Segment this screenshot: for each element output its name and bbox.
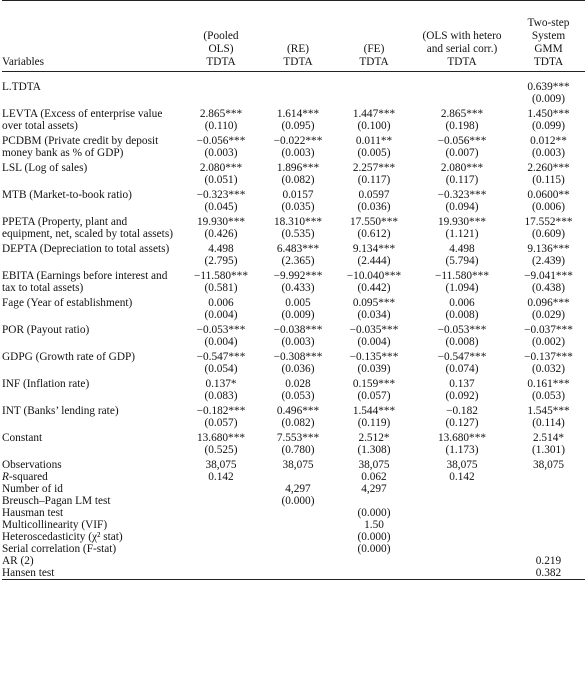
stat-label: AR (2) [2, 554, 34, 567]
se-cell: (0.117) [445, 173, 479, 186]
coef-row [2, 240, 585, 255]
coef-cell: −0.547*** [437, 350, 487, 363]
coef-cell: 0.0600** [527, 188, 570, 201]
coef-cell: 1.896*** [276, 161, 320, 174]
coef-cell: 6.483*** [276, 242, 320, 255]
stat-cell [512, 519, 585, 531]
stat-cell: (0.000) [357, 506, 391, 519]
stat-label: Hansen test [2, 566, 55, 579]
stat-label: Heteroscedasticity (χ² stat) [2, 530, 123, 543]
se-cell: (0.609) [532, 227, 565, 240]
coef-row [2, 267, 585, 282]
row-label: INF (Inflation rate) [2, 377, 90, 390]
se-cell: (0.433) [281, 281, 315, 294]
coef-cell: 1.545*** [527, 404, 570, 417]
se-cell: (0.127) [445, 416, 479, 429]
stat-cell [412, 483, 512, 495]
stat-label: Multicollinearity (VIF) [2, 518, 108, 531]
se-cell: (0.032) [532, 362, 565, 375]
se-cell [182, 93, 260, 105]
stat-cell [512, 483, 585, 495]
stat-cell: 4,297 [285, 482, 311, 495]
stat-cell [260, 543, 336, 555]
coef-cell: 0.137 [449, 377, 475, 390]
coef-cell: 17.550*** [349, 215, 398, 228]
row-label: DEPTA (Depreciation to total assets) [2, 242, 170, 255]
se-cell: (0.007) [445, 146, 479, 159]
se-cell: (0.612) [357, 227, 391, 240]
coef-cell: 1.614*** [276, 107, 320, 120]
se-cell: (0.009) [281, 308, 315, 321]
stat-cell [182, 519, 260, 531]
stat-cell: 0.382 [535, 566, 562, 579]
stat-cell: 0.219 [535, 554, 562, 567]
coef-cell [182, 78, 260, 93]
stat-cell [182, 483, 260, 495]
coef-row [2, 159, 585, 174]
se-cell: (0.117) [357, 173, 391, 186]
stat-cell [512, 543, 585, 555]
stat-cell [260, 567, 336, 580]
se-cell: (2.795) [204, 254, 238, 267]
se-cell: (0.115) [532, 173, 565, 186]
stat-label: Serial correlation (F-stat) [2, 542, 117, 555]
row-label: LSL (Log of sales) [2, 161, 88, 174]
stat-row [2, 531, 585, 543]
se-cell: (0.100) [357, 119, 391, 132]
coef-row [2, 78, 585, 93]
coef-cell: −0.022*** [273, 134, 323, 147]
coef-cell: −0.547*** [196, 350, 246, 363]
coef-cell: 0.137* [205, 377, 237, 390]
coef-cell: −9.041*** [524, 269, 573, 282]
coef-row [2, 213, 585, 228]
header-col-fe: (FE) TDTA [359, 43, 389, 68]
stat-row [2, 555, 585, 567]
coef-cell: −0.323*** [437, 188, 487, 201]
coef-cell: −0.053*** [196, 323, 246, 336]
stat-cell [412, 543, 512, 555]
coef-cell: −10.040*** [346, 269, 402, 282]
se-cell: (0.003) [281, 335, 315, 348]
coef-cell: 9.134*** [352, 242, 396, 255]
coef-cell: 2.865*** [440, 107, 484, 120]
se-cell: (1.301) [532, 443, 565, 456]
coef-cell: 13.680*** [196, 431, 245, 444]
se-cell: (0.426) [204, 227, 238, 240]
coef-cell: 2.865*** [199, 107, 243, 120]
se-cell: (1.121) [445, 227, 479, 240]
se-cell: (0.029) [532, 308, 565, 321]
header-col-gmm: Two-step System GMM TDTA [527, 17, 570, 68]
row-label: GDPG (Growth rate of GDP) [2, 350, 136, 363]
se-cell: (0.198) [445, 119, 479, 132]
coef-row [2, 186, 585, 201]
stat-cell [182, 495, 260, 507]
se-cell: (0.036) [357, 200, 391, 213]
header-variables: Variables [2, 56, 45, 68]
se-cell: (1.308) [357, 443, 391, 456]
stat-cell: 4,297 [361, 482, 387, 495]
coef-cell: 2.512* [358, 431, 390, 444]
stat-cell [512, 531, 585, 543]
row-label: MTB (Market-to-book ratio) [2, 188, 132, 201]
se-cell: (0.003) [204, 146, 238, 159]
coef-row [2, 429, 585, 444]
coef-cell: −0.035*** [349, 323, 399, 336]
stat-row [2, 507, 585, 519]
stat-cell [182, 507, 260, 519]
coef-cell: 9.136*** [527, 242, 570, 255]
coef-cell: 4.498 [208, 242, 234, 255]
stat-row [2, 519, 585, 531]
coef-row [2, 348, 585, 363]
coef-cell: 1.447*** [352, 107, 396, 120]
coef-row [2, 402, 585, 417]
stat-cell [182, 531, 260, 543]
se-cell: (0.095) [281, 119, 315, 132]
coef-cell: −0.056*** [437, 134, 487, 147]
stat-row [2, 456, 585, 471]
coef-row [2, 132, 585, 147]
se-cell: (0.525) [204, 443, 238, 456]
stat-cell [260, 555, 336, 567]
stat-cell: (0.000) [281, 494, 315, 507]
header-col-pooled-ols: (Pooled OLS) TDTA [203, 30, 239, 68]
coef-cell: 19.930*** [437, 215, 486, 228]
coef-cell: 18.310*** [273, 215, 322, 228]
coef-cell: 2.080*** [199, 161, 243, 174]
stat-label-italic: R [2, 470, 9, 483]
se-cell: (0.114) [532, 416, 565, 429]
stat-cell [336, 495, 412, 507]
row-label: POR (Payout ratio) [2, 323, 90, 336]
row-label: L.TDTA [2, 80, 41, 93]
stat-cell: 0.062 [361, 470, 387, 483]
coef-row [2, 294, 585, 309]
se-cell: (0.082) [281, 173, 315, 186]
stat-cell: 0.142 [208, 470, 234, 483]
row-label: LEVTA (Excess of enterprise value over total assets) [2, 107, 163, 132]
se-cell: (0.119) [357, 416, 391, 429]
se-cell: (0.002) [532, 335, 565, 348]
se-cell: (0.057) [357, 389, 391, 402]
coef-cell: 1.450*** [527, 107, 570, 120]
se-cell: (0.036) [281, 362, 315, 375]
coef-cell: −0.308*** [273, 350, 323, 363]
se-cell: (0.008) [445, 335, 479, 348]
coef-cell: 4.498 [449, 242, 475, 255]
coef-cell: −0.182*** [196, 404, 246, 417]
stat-cell: 38,075 [446, 458, 478, 471]
coef-cell: 0.496*** [276, 404, 320, 417]
se-cell: (0.535) [281, 227, 315, 240]
se-cell: (0.051) [204, 173, 238, 186]
stat-cell: (0.000) [357, 530, 391, 543]
stat-cell [512, 471, 585, 483]
se-cell: (0.099) [532, 119, 565, 132]
stat-label: Number of id [2, 482, 63, 495]
coef-row [2, 375, 585, 390]
stat-cell [412, 555, 512, 567]
coef-cell: 0.096*** [527, 296, 570, 309]
se-cell: (0.008) [445, 308, 479, 321]
coef-cell: 0.161*** [527, 377, 570, 390]
header-col-ols-hetero: (OLS with hetero and serial corr.) TDTA [422, 30, 502, 68]
stat-cell [182, 567, 260, 580]
stat-cell [412, 519, 512, 531]
se-cell: (0.780) [281, 443, 315, 456]
stat-cell: 38,075 [205, 458, 237, 471]
coef-cell: −11.580*** [435, 269, 489, 282]
stat-cell: (0.000) [357, 542, 391, 555]
se-cell: (1.173) [445, 443, 479, 456]
stat-cell: 38,075 [358, 458, 390, 471]
coef-cell: −0.323*** [196, 188, 246, 201]
stat-cell [260, 519, 336, 531]
coef-cell: 1.544*** [352, 404, 396, 417]
coef-cell [260, 78, 336, 93]
stat-label-rest: -squared [8, 470, 48, 483]
stat-cell [260, 471, 336, 483]
stat-row [2, 495, 585, 507]
se-cell: (0.082) [281, 416, 315, 429]
row-label: Constant [2, 431, 43, 444]
header-col-re: (RE) TDTA [283, 43, 313, 68]
se-cell: (0.074) [445, 362, 479, 375]
coef-cell: 0.095*** [352, 296, 396, 309]
stat-row [2, 543, 585, 555]
table-header [2, 1, 585, 72]
se-cell [336, 93, 412, 105]
coef-cell: −0.135*** [349, 350, 399, 363]
stat-row [2, 483, 585, 495]
coef-cell: 2.257*** [352, 161, 396, 174]
coef-cell: 0.0157 [282, 188, 314, 201]
row-label: PCDBM (Private credit by deposit money bank as % of GDP) [2, 134, 159, 159]
se-cell: (0.054) [204, 362, 238, 375]
se-cell: (0.035) [281, 200, 315, 213]
stat-cell [182, 543, 260, 555]
coef-cell: 0.159*** [352, 377, 396, 390]
coef-row [2, 105, 585, 120]
se-cell: (2.439) [532, 254, 565, 267]
coef-cell: 0.028 [285, 377, 311, 390]
stat-cell [512, 507, 585, 519]
coef-cell: −0.182 [446, 404, 478, 417]
coef-cell: 2.080*** [440, 161, 484, 174]
stat-cell [336, 555, 412, 567]
coef-cell [336, 78, 412, 93]
stat-cell [412, 567, 512, 580]
stat-cell: 1.50 [364, 518, 384, 531]
se-cell: (0.442) [357, 281, 391, 294]
se-cell: (0.004) [204, 308, 238, 321]
se-cell: (0.039) [357, 362, 391, 375]
coef-cell: −0.053*** [437, 323, 487, 336]
se-cell: (0.083) [204, 389, 238, 402]
stat-cell: 38,075 [282, 458, 314, 471]
se-cell [412, 93, 512, 105]
coef-cell: −0.037*** [524, 323, 573, 336]
stat-cell: 38,075 [532, 458, 565, 471]
se-cell: (5.794) [445, 254, 479, 267]
se-cell: (0.034) [357, 308, 391, 321]
se-cell: (1.094) [445, 281, 479, 294]
se-cell: (2.365) [281, 254, 315, 267]
coef-cell: 2.514* [532, 431, 565, 444]
stat-label: Breusch–Pagan LM test [2, 494, 111, 507]
stat-cell [182, 555, 260, 567]
stat-cell [512, 495, 585, 507]
se-cell: (0.045) [204, 200, 238, 213]
se-cell: (0.092) [445, 389, 479, 402]
row-label: Fage (Year of establishment) [2, 296, 133, 309]
coef-cell: 0.011** [355, 134, 393, 147]
stat-cell [336, 567, 412, 580]
coef-row [2, 321, 585, 336]
coef-cell: 19.930*** [196, 215, 245, 228]
stat-label: Observations [2, 458, 62, 471]
coef-cell: −11.580*** [194, 269, 248, 282]
coef-cell: 0.006 [208, 296, 234, 309]
se-cell: (0.005) [357, 146, 391, 159]
coef-cell: 2.260*** [527, 161, 570, 174]
coef-cell: 13.680*** [437, 431, 486, 444]
se-cell: (0.094) [445, 200, 479, 213]
coef-cell: 0.005 [285, 296, 311, 309]
stat-cell [412, 495, 512, 507]
row-label: EBITA (Earnings before interest and tax to total assets) [2, 269, 168, 294]
stat-cell [260, 531, 336, 543]
se-cell [260, 93, 336, 105]
table-body [2, 72, 585, 580]
stat-row [2, 567, 585, 580]
stat-row [2, 471, 585, 483]
stat-cell: 0.142 [449, 470, 475, 483]
coef-cell: −0.137*** [524, 350, 573, 363]
stat-cell [412, 531, 512, 543]
se-cell: (0.057) [204, 416, 238, 429]
se-cell: (0.004) [204, 335, 238, 348]
stat-label: Hausman test [2, 506, 64, 519]
row-label: INT (Banks’ lending rate) [2, 404, 119, 417]
se-cell: (0.006) [532, 200, 565, 213]
se-cell: (0.003) [281, 146, 315, 159]
se-cell: (0.581) [204, 281, 238, 294]
coef-cell: 17.552*** [524, 215, 573, 228]
row-label: PPETA (Property, plant and equipment, net, scaled by total assets) [2, 215, 173, 240]
se-cell: (0.110) [204, 119, 238, 132]
se-cell: (0.003) [532, 146, 565, 159]
se-cell: (0.438) [532, 281, 565, 294]
coef-cell: 0.639*** [527, 80, 570, 93]
stat-cell [412, 507, 512, 519]
coef-cell: −9.992*** [273, 269, 323, 282]
coef-cell [412, 78, 512, 93]
coef-cell: −0.056*** [196, 134, 246, 147]
stat-label [2, 471, 182, 483]
coef-cell: 7.553*** [276, 431, 320, 444]
stat-cell [260, 507, 336, 519]
coef-cell: 0.006 [449, 296, 475, 309]
coef-cell: 0.0597 [358, 188, 390, 201]
se-cell: (0.053) [532, 389, 565, 402]
regression-table [2, 0, 585, 580]
coef-cell: −0.038*** [273, 323, 323, 336]
se-cell: (0.009) [532, 92, 565, 105]
coef-cell: 0.012** [530, 134, 567, 147]
se-cell: (0.004) [357, 335, 391, 348]
se-cell: (2.444) [357, 254, 391, 267]
se-cell: (0.053) [281, 389, 315, 402]
